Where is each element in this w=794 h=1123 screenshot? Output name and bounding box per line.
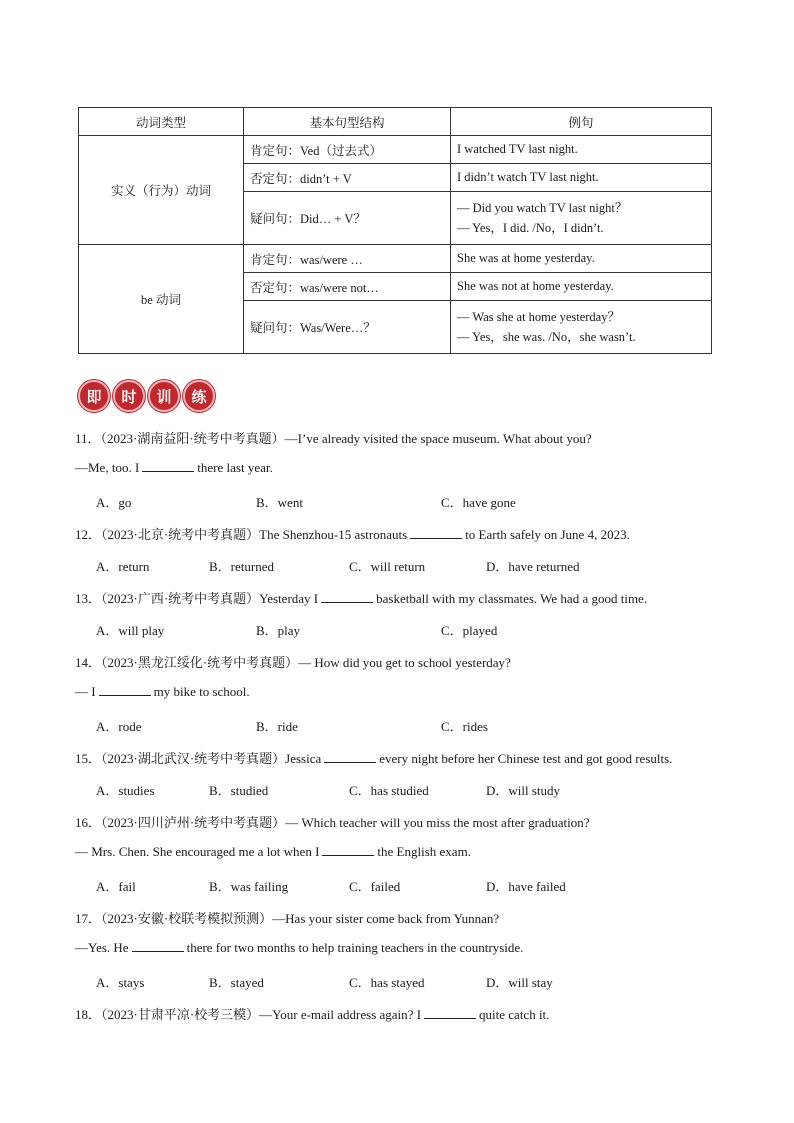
example-cell: She was not at home yesterday. xyxy=(451,273,712,301)
question-reply xyxy=(75,460,273,476)
question-reply xyxy=(75,940,523,956)
option-d[interactable]: D．have returned xyxy=(486,559,580,574)
question-text: there last year. xyxy=(197,460,273,475)
option-d[interactable]: D．have failed xyxy=(486,879,566,894)
option-a[interactable]: A．go xyxy=(96,495,132,510)
example-cell xyxy=(451,301,712,354)
question-stem xyxy=(75,524,630,543)
question-text: there for two months to help training teachers in the countryside. xyxy=(186,940,524,955)
option-c[interactable]: C．rides xyxy=(441,719,488,734)
banner-char: 训 xyxy=(148,380,180,412)
example-cell xyxy=(451,192,712,245)
question-text: 14．（2023·黑龙江绥化·统考中考真题）— How did you get to school yesterday? xyxy=(75,655,511,670)
option-a[interactable]: A．will play xyxy=(96,623,165,638)
banner-char: 即 xyxy=(78,380,110,412)
option-d[interactable]: D．will stay xyxy=(486,975,553,990)
question-text: basketball with my classmates. We had a good time. xyxy=(376,591,648,606)
question-stem xyxy=(75,652,511,671)
answer-blank xyxy=(321,592,373,603)
option-a[interactable]: A．stays xyxy=(96,975,145,990)
option-b[interactable]: B．was failing xyxy=(209,879,289,894)
structure-cell: 疑问句：Did… + V？ xyxy=(244,192,451,245)
example-line: — Did you watch TV last night？ xyxy=(457,201,628,215)
question-text: 11．（2023·湖南益阳·统考中考真题）—I’ve already visited the space museum. What about you? xyxy=(75,431,592,446)
structure-cell: 疑问句：Was/Were…？ xyxy=(244,301,451,354)
question-text: to Earth safely on June 4, 2023. xyxy=(465,527,630,542)
option-b[interactable]: B．stayed xyxy=(209,975,264,990)
question-text: 12．（2023·北京·统考中考真题）The Shenzhou-15 astronauts xyxy=(75,527,408,542)
question-reply xyxy=(75,844,471,860)
option-a[interactable]: A．fail xyxy=(96,879,136,894)
question-text: —Yes. He xyxy=(75,940,129,955)
option-a[interactable]: A．rode xyxy=(96,719,142,734)
answer-blank xyxy=(142,461,194,472)
option-a[interactable]: A．return xyxy=(96,559,150,574)
practice-banner xyxy=(78,380,215,412)
option-b[interactable]: B．play xyxy=(256,623,301,638)
banner-char: 练 xyxy=(183,380,215,412)
option-c[interactable]: C．has stayed xyxy=(349,975,425,990)
option-c[interactable]: C．will return xyxy=(349,559,426,574)
example-cell: I didn’t watch TV last night. xyxy=(451,164,712,192)
answer-blank xyxy=(322,845,374,856)
option-c[interactable]: C．have gone xyxy=(441,495,516,510)
option-c[interactable]: C．failed xyxy=(349,879,401,894)
question-stem xyxy=(75,588,647,607)
example-cell: She was at home yesterday. xyxy=(451,245,712,273)
option-c[interactable]: C．played xyxy=(441,623,498,638)
question-text: —Me, too. I xyxy=(75,460,140,475)
question-stem xyxy=(75,428,592,447)
grammar-table xyxy=(78,107,712,354)
table-header-row xyxy=(79,108,712,136)
structure-cell: 否定句：was/were not… xyxy=(244,273,451,301)
header-verb-type: 动词类型 xyxy=(79,108,244,136)
question-text: my bike to school. xyxy=(153,684,250,699)
question-text: the English exam. xyxy=(377,844,471,859)
answer-blank xyxy=(410,528,462,539)
answer-blank xyxy=(424,1008,476,1019)
option-b[interactable]: B．ride xyxy=(256,719,298,734)
option-c[interactable]: C．has studied xyxy=(349,783,429,798)
question-text: — Mrs. Chen. She encouraged me a lot when I xyxy=(75,844,320,859)
option-b[interactable]: B．returned xyxy=(209,559,274,574)
question-stem xyxy=(75,812,589,831)
option-b[interactable]: B．went xyxy=(256,495,303,510)
option-d[interactable]: D．will study xyxy=(486,783,561,798)
option-b[interactable]: B．studied xyxy=(209,783,269,798)
question-stem xyxy=(75,1004,549,1023)
example-cell: I watched TV last night. xyxy=(451,136,712,164)
header-structure: 基本句型结构 xyxy=(244,108,451,136)
table-row xyxy=(79,136,712,164)
answer-blank xyxy=(132,941,184,952)
verb-type-cell: be 动词 xyxy=(79,245,244,354)
question-text: 18．（2023·甘肃平凉·校考三模）—Your e-mail address again? I xyxy=(75,1007,422,1022)
structure-cell: 肯定句：Ved（过去式） xyxy=(244,136,451,164)
question-text: 13．（2023·广西·统考中考真题）Yesterday I xyxy=(75,591,319,606)
banner-char: 时 xyxy=(113,380,145,412)
question-stem xyxy=(75,748,672,767)
option-a[interactable]: A．studies xyxy=(96,783,155,798)
table-row xyxy=(79,245,712,273)
verb-type-cell: 实义（行为）动词 xyxy=(79,136,244,245)
example-line: — Yes，I did. /No，I didn’t. xyxy=(457,221,604,235)
answer-blank xyxy=(99,685,151,696)
question-stem xyxy=(75,908,499,927)
question-text: quite catch it. xyxy=(479,1007,550,1022)
question-text: every night before her Chinese test and got good results. xyxy=(379,751,673,766)
structure-cell: 否定句：didn’t + V xyxy=(244,164,451,192)
question-reply xyxy=(75,684,250,700)
question-text: — I xyxy=(75,684,96,699)
structure-cell: 肯定句：was/were … xyxy=(244,245,451,273)
question-text: 16．（2023·四川泸州·统考中考真题）— Which teacher will you miss the most after graduation? xyxy=(75,815,590,830)
example-line: — Was she at home yesterday？ xyxy=(457,310,620,324)
question-text: 17．（2023·安徽·校联考模拟预测）—Has your sister come back from Yunnan? xyxy=(75,911,500,926)
answer-blank xyxy=(324,752,376,763)
example-line: — Yes，she was. /No，she wasn’t. xyxy=(457,330,636,344)
header-example: 例句 xyxy=(451,108,712,136)
question-text: 15．（2023·湖北武汉·统考中考真题）Jessica xyxy=(75,751,322,766)
